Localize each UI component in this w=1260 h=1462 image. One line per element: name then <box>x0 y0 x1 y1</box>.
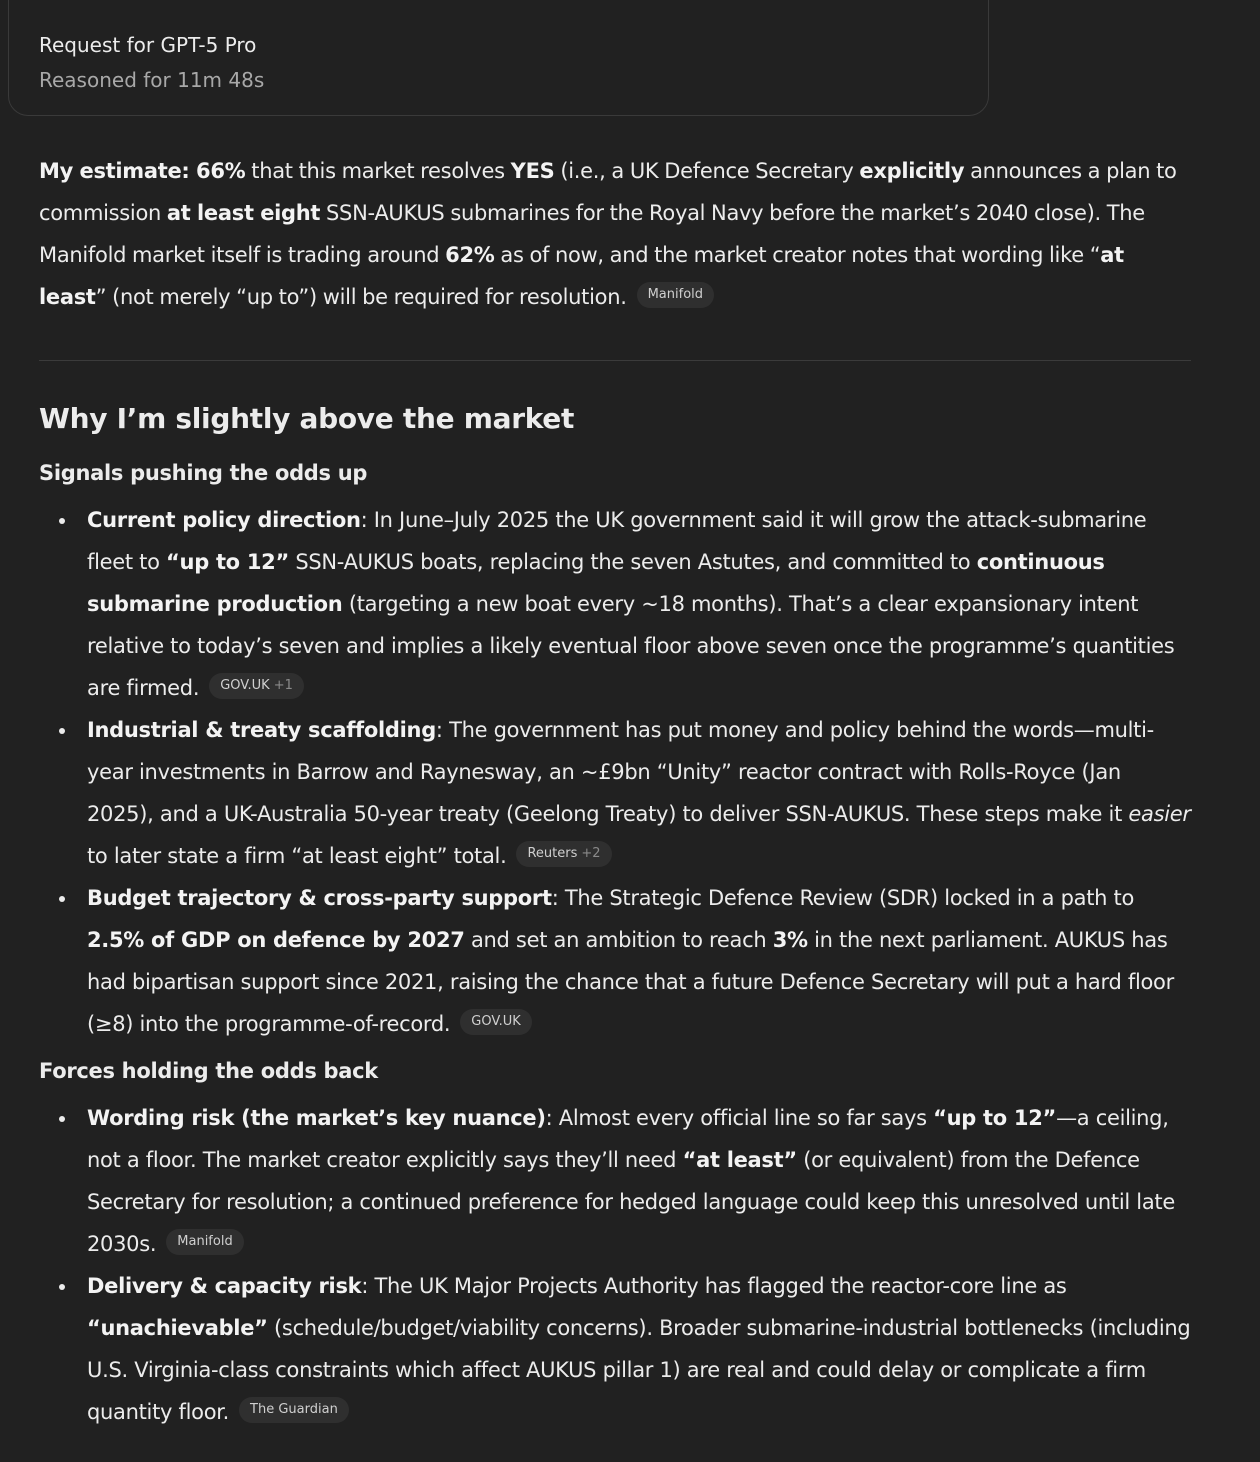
answer-content <box>39 150 1191 1439</box>
emphasis: continuous submarine production <box>87 550 1105 616</box>
source-chip-manifold[interactable]: Manifold <box>166 1229 243 1255</box>
forces-down-list <box>39 1097 1191 1433</box>
bullet-title: Budget trajectory & cross-party support <box>87 886 552 910</box>
emphasis: 2.5% of GDP on defence by 2027 <box>87 928 465 952</box>
bullet-title: Current policy direction <box>87 508 361 532</box>
bullet-title: Wording risk (the market’s key nuance) <box>87 1106 546 1130</box>
reasoning-duration: Reasoned for 11m 48s <box>39 68 265 92</box>
text: SSN-AUKUS boats, replacing the seven Astutes, and committed to <box>288 550 977 574</box>
text: (i.e., a UK Defence Secretary <box>554 159 860 183</box>
source-chip-manifold[interactable]: Manifold <box>637 282 714 308</box>
text: (targeting a new boat every ~18 months). That’s a clear expansionary intent relative to today’s seven and implies a likely eventual floor above seven once the programme’s quantities are firmed. <box>87 592 1175 700</box>
text: to later state a firm “at least eight” total. <box>87 844 507 868</box>
yes-label: YES <box>510 159 555 183</box>
list-item <box>87 709 1191 877</box>
text: (or equivalent) from the Defence Secretary for resolution; a continued preference for hedged language could keep this unresolved until late 2030s. <box>87 1148 1175 1256</box>
estimate-label: My estimate: 66% <box>39 159 246 183</box>
emphasis: “up to 12” <box>933 1106 1057 1130</box>
explicitly-label: explicitly <box>859 159 965 183</box>
emphasis: “at least” <box>682 1148 797 1172</box>
source-chip-govuk[interactable]: GOV.UK <box>460 1009 531 1035</box>
text: : The UK Major Projects Authority has flagged the reactor-core line as <box>361 1274 1067 1298</box>
text: in the next parliament. AUKUS has had bipartisan support since 2021, raising the chance that a future Defence Secretary will put a hard floor (≥8) into the programme-of-record. <box>87 928 1174 1036</box>
text: as of now, and the market creator notes that wording like “ <box>494 243 1101 267</box>
emphasis: easier <box>1128 802 1191 826</box>
list-item <box>87 877 1191 1045</box>
text: ” (not merely “up to”) will be required for resolution. <box>95 285 627 309</box>
list-item <box>87 1265 1191 1433</box>
text: : Almost every official line so far says <box>545 1106 934 1130</box>
emphasis: 3% <box>772 928 808 952</box>
request-title: Request for GPT-5 Pro <box>39 33 257 57</box>
text: : The Strategic Defence Review (SDR) locked in a path to <box>551 886 1135 910</box>
market-price: 62% <box>445 243 495 267</box>
divider <box>39 360 1191 361</box>
text: : The government has put money and policy behind the words—multi-year investments in Barrow and Raynesway, an ~£9bn “Unity” reactor contract with Rolls-Royce (Jan 2025), and a UK-Australia 50-year treaty (Geelong Treaty) to deliver SSN-AUKUS. These steps make it <box>87 718 1154 826</box>
chip-count: +2 <box>581 846 601 861</box>
chip-label: Reuters <box>527 846 578 861</box>
chip-count: +1 <box>273 678 293 693</box>
at-least-label: at least <box>39 243 1124 309</box>
source-chip-reuters[interactable] <box>516 841 611 867</box>
emphasis: “up to 12” <box>166 550 289 574</box>
chip-label: GOV.UK <box>220 678 270 693</box>
source-chip-guardian[interactable]: The Guardian <box>239 1397 349 1423</box>
section-title: Why I’m slightly above the market <box>39 402 575 435</box>
emphasis: “unachievable” <box>87 1316 268 1340</box>
bullet-title: Industrial & treaty scaffolding <box>87 718 436 742</box>
signals-up-heading: Signals pushing the odds up <box>39 461 368 485</box>
text: : In June–July 2025 the UK government said it will grow the attack-submarine fleet to <box>87 508 1147 574</box>
signals-up-list <box>39 499 1191 1045</box>
at-least-eight-label: at least eight <box>166 201 321 225</box>
source-chip-govuk[interactable] <box>209 673 304 699</box>
bullet-title: Delivery & capacity risk <box>87 1274 362 1298</box>
text: (schedule/budget/viability concerns). Broader submarine-industrial bottlenecks (including U.S. Virginia-class constraints which affect AUKUS pillar 1) are real and could delay or complicate a firm quantity floor. <box>87 1316 1191 1424</box>
text: SSN-AUKUS submarines for the Royal Navy before the market’s 2040 close). The Manifold market itself is trading around <box>39 201 1145 267</box>
text: announces a plan to commission <box>39 159 1177 225</box>
list-item <box>87 499 1191 709</box>
request-card[interactable] <box>8 0 989 116</box>
list-item <box>87 1097 1191 1265</box>
forces-down-heading: Forces holding the odds back <box>39 1059 378 1083</box>
text: that this market resolves <box>245 159 511 183</box>
text: and set an ambition to reach <box>464 928 773 952</box>
text: —a ceiling, not a floor. The market creator explicitly says they’ll need <box>87 1106 1169 1172</box>
estimate-paragraph <box>39 150 1191 318</box>
